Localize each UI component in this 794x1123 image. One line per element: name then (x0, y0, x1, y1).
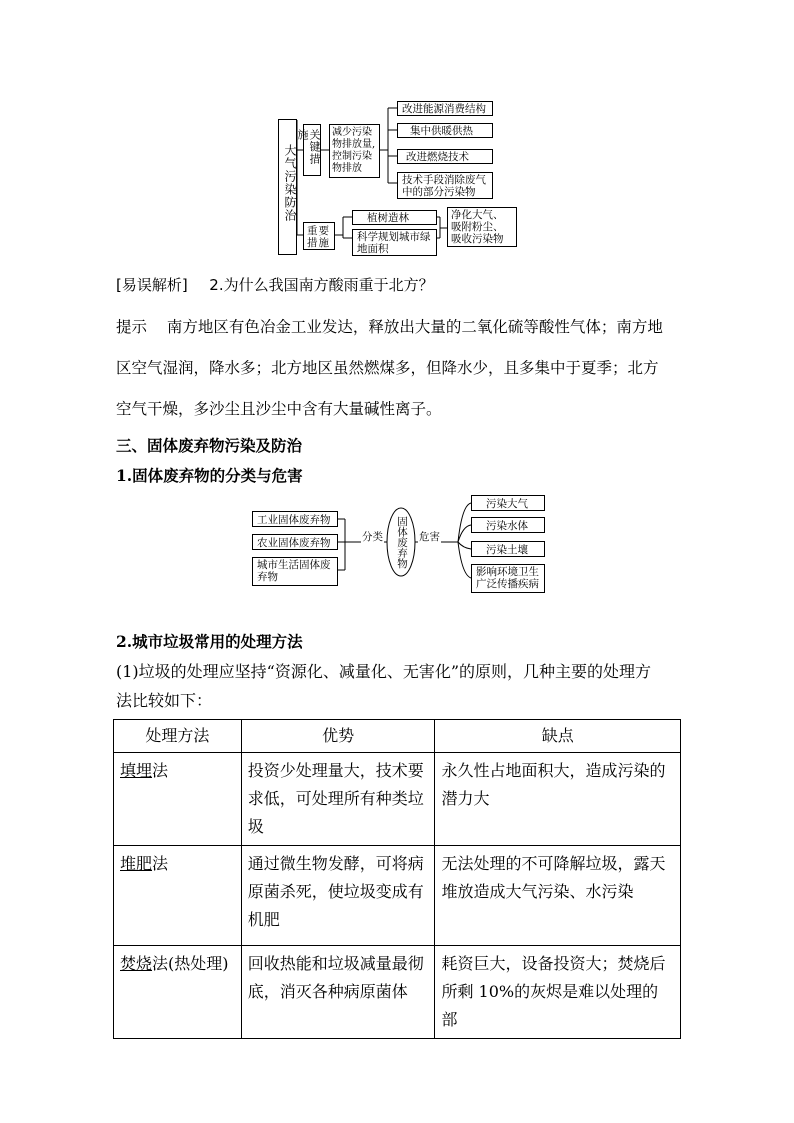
question-tag: [易误解析] (116, 276, 188, 294)
method-underlined: 填埋 (120, 761, 153, 780)
method-rest: 法 (152, 761, 169, 780)
table-cell-con: 耗资巨大，设备投资大；焚烧后所剩 10%的灰烬是难以处理的部 (435, 946, 681, 1039)
diagram2-source: 工业固体废弃物 (252, 511, 338, 527)
hint-label: 提示 (116, 318, 148, 336)
hint-line-2: 区空气湿润，降水多；北方地区虽然燃煤多，但降水少，且多集中于夏季；北方 (116, 359, 659, 377)
table-cell-con: 无法处理的不可降解垃圾，露天堆放造成大气污染、水污染 (435, 846, 681, 946)
diagram2-source: 城市生活固体废弃物 (252, 557, 338, 586)
method-underlined: 堆肥 (120, 854, 153, 873)
method-underlined: 焚烧 (120, 954, 153, 973)
hint-text: 南方地区有色冶金工业发达，释放出大量的二氧化硫等酸性气体；南方地 (166, 318, 663, 336)
subsection-title-1: 1.固体废弃物的分类与危害 (116, 466, 303, 485)
table-cell-pro: 回收热能和垃圾减量最彻底，消灭各种病原菌体 (241, 946, 435, 1039)
diagram1-branch-important: 重要措施 (303, 222, 335, 250)
diagram1-leaf: 改进能源消费结构 (397, 101, 493, 116)
table-row (114, 946, 681, 1039)
table-row (114, 753, 681, 846)
diagram2-source: 农业固体废弃物 (252, 534, 338, 550)
diagram2-center: 固体废弃物 (396, 516, 408, 569)
diagram2-classify-label: 分类 (362, 531, 383, 543)
method-rest: 法(热处理) (152, 954, 229, 973)
table-cell-method (114, 846, 242, 946)
table-cell-method (114, 753, 242, 846)
table-header: 缺点 (435, 720, 681, 753)
diagram2-effect: 影响环境卫生广泛传播疾病 (471, 564, 545, 593)
diagram1-branch-key: 关键措施 (303, 124, 321, 176)
para1-line-1: (1)垃圾的处理应坚持“资源化、减量化、无害化”的原则，几种主要的处理方 (116, 662, 652, 681)
diagram1-leaf: 改进燃烧技术 (397, 149, 493, 164)
diagram2-effect: 污染土壤 (471, 541, 545, 557)
diagram1-result: 净化大气、吸附粉尘、吸收污染物 (447, 207, 517, 247)
diagram1-leaf: 技术手段消除废气中的部分污染物 (397, 172, 493, 199)
hint-line-3: 空气干燥，多沙尘且沙尘中含有大量碱性离子。 (116, 400, 442, 418)
table-cell-pro: 通过微生物发酵，可将病原菌杀死，使垃圾变成有机肥 (241, 846, 435, 946)
table-cell-method (114, 946, 242, 1039)
diagram1-branch-key-mid: 减少污染物排放量,控制污染物排放 (329, 124, 380, 178)
table-header: 处理方法 (114, 720, 242, 753)
table-cell-pro: 投资少处理量大，技术要求低，可处理所有种类垃圾 (241, 753, 435, 846)
diagram1-mid-item: 科学规划城市绿地面积 (352, 229, 437, 256)
comparison-table (113, 719, 681, 1039)
table-header-row (114, 720, 681, 753)
diagram1-leaf: 集中供暖供热 (397, 123, 493, 138)
para1-line-2: 法比较如下： (116, 691, 213, 710)
subsection-title-2: 2.城市垃圾常用的处理方法 (116, 632, 303, 651)
question-text: 2.为什么我国南方酸雨重于北方？ (209, 276, 434, 294)
diagram2-effect: 污染水体 (471, 517, 545, 533)
table-header: 优势 (241, 720, 435, 753)
diagram2-harm-label: 危害 (419, 531, 440, 543)
diagram1-root: 大气污染防治 (278, 119, 297, 255)
section-title: 三、固体废弃物污染及防治 (116, 437, 303, 455)
diagram1-mid-item: 植树造林 (352, 210, 437, 225)
table-row (114, 846, 681, 946)
table-cell-con: 永久性占地面积大，造成污染的潜力大 (435, 753, 681, 846)
method-rest: 法 (152, 854, 169, 873)
diagram2-effect: 污染大气 (471, 495, 545, 511)
